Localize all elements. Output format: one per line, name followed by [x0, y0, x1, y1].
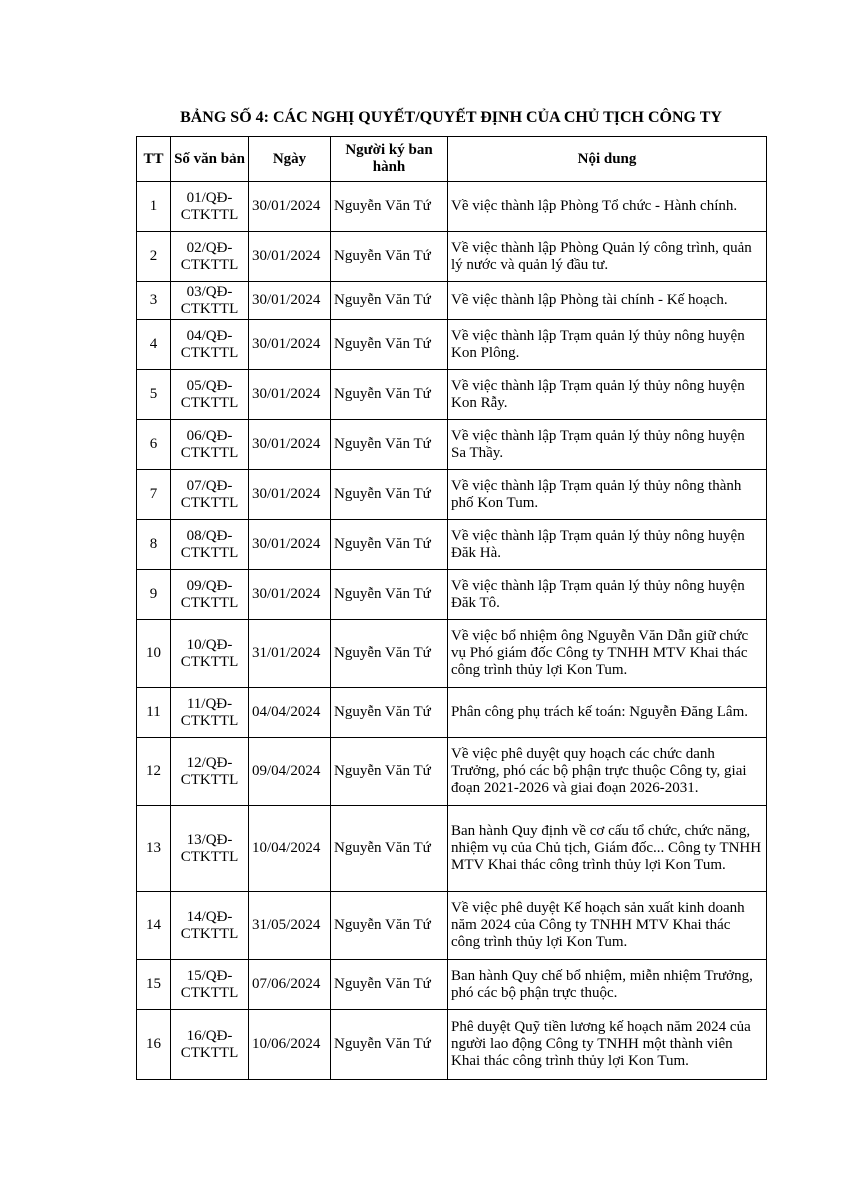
table-row [137, 232, 767, 282]
cell-ngay: 30/01/2024 [249, 232, 331, 282]
cell-tt: 14 [137, 892, 171, 960]
cell-ngay: 31/05/2024 [249, 892, 331, 960]
cell-ngay: 30/01/2024 [249, 320, 331, 370]
table-row [137, 420, 767, 470]
cell-ngay: 31/01/2024 [249, 620, 331, 688]
cell-noi-dung: Ban hành Quy chế bổ nhiệm, miễn nhiệm Trưởng, phó các bộ phận trực thuộc. [448, 960, 767, 1010]
table-row [137, 370, 767, 420]
cell-nguoi-ky: Nguyễn Văn Tứ [331, 960, 448, 1010]
table-row [137, 806, 767, 892]
cell-noi-dung: Về việc thành lập Phòng Quản lý công trình, quản lý nước và quản lý đầu tư. [448, 232, 767, 282]
cell-ngay: 09/04/2024 [249, 738, 331, 806]
cell-so-van-ban: 09/QĐ-CTKTTL [171, 570, 249, 620]
cell-tt: 3 [137, 282, 171, 320]
cell-so-van-ban: 06/QĐ-CTKTTL [171, 420, 249, 470]
cell-tt: 12 [137, 738, 171, 806]
header-so-van-ban: Số văn bản [171, 137, 249, 182]
cell-tt: 5 [137, 370, 171, 420]
table-row [137, 282, 767, 320]
table-row [137, 570, 767, 620]
table-row [137, 892, 767, 960]
cell-noi-dung: Phân công phụ trách kế toán: Nguyễn Đăng Lâm. [448, 688, 767, 738]
table-row [137, 470, 767, 520]
cell-ngay: 30/01/2024 [249, 470, 331, 520]
cell-tt: 8 [137, 520, 171, 570]
cell-ngay: 30/01/2024 [249, 370, 331, 420]
cell-nguoi-ky: Nguyễn Văn Tứ [331, 520, 448, 570]
table-row [137, 520, 767, 570]
cell-tt: 6 [137, 420, 171, 470]
cell-noi-dung: Về việc thành lập Phòng tài chính - Kế hoạch. [448, 282, 767, 320]
cell-nguoi-ky: Nguyễn Văn Tứ [331, 806, 448, 892]
cell-noi-dung: Về việc thành lập Phòng Tổ chức - Hành chính. [448, 182, 767, 232]
cell-noi-dung: Về việc bổ nhiệm ông Nguyễn Văn Dẫn giữ chức vụ Phó giám đốc Công ty TNHH MTV Khai thác công trình thủy lợi Kon Tum. [448, 620, 767, 688]
cell-noi-dung: Về việc thành lập Trạm quản lý thủy nông huyện Sa Thầy. [448, 420, 767, 470]
cell-noi-dung: Phê duyệt Quỹ tiền lương kế hoạch năm 2024 của người lao động Công ty TNHH một thành viên Khai thác công trình thủy lợi Kon Tum. [448, 1010, 767, 1080]
cell-nguoi-ky: Nguyễn Văn Tứ [331, 620, 448, 688]
cell-noi-dung: Về việc thành lập Trạm quản lý thủy nông huyện Kon Rẫy. [448, 370, 767, 420]
cell-tt: 2 [137, 232, 171, 282]
cell-noi-dung: Về việc thành lập Trạm quản lý thủy nông huyện Đăk Tô. [448, 570, 767, 620]
cell-nguoi-ky: Nguyễn Văn Tứ [331, 1010, 448, 1080]
cell-ngay: 30/01/2024 [249, 570, 331, 620]
cell-noi-dung: Về việc phê duyệt quy hoạch các chức danh Trưởng, phó các bộ phận trực thuộc Công ty, giai đoạn 2021-2026 và giai đoạn 2026-2031. [448, 738, 767, 806]
cell-nguoi-ky: Nguyễn Văn Tứ [331, 232, 448, 282]
header-tt: TT [137, 137, 171, 182]
cell-noi-dung: Ban hành Quy định về cơ cấu tổ chức, chức năng, nhiệm vụ của Chủ tịch, Giám đốc... Công ty TNHH MTV Khai thác công trình thủy lợi Kon Tum. [448, 806, 767, 892]
cell-so-van-ban: 01/QĐ-CTKTTL [171, 182, 249, 232]
table-row [137, 1010, 767, 1080]
cell-so-van-ban: 08/QĐ-CTKTTL [171, 520, 249, 570]
cell-nguoi-ky: Nguyễn Văn Tứ [331, 282, 448, 320]
table-row [137, 620, 767, 688]
cell-nguoi-ky: Nguyễn Văn Tứ [331, 420, 448, 470]
cell-tt: 1 [137, 182, 171, 232]
cell-noi-dung: Về việc thành lập Trạm quản lý thủy nông huyện Đăk Hà. [448, 520, 767, 570]
cell-ngay: 30/01/2024 [249, 282, 331, 320]
cell-so-van-ban: 02/QĐ-CTKTTL [171, 232, 249, 282]
cell-nguoi-ky: Nguyễn Văn Tứ [331, 370, 448, 420]
cell-so-van-ban: 12/QĐ-CTKTTL [171, 738, 249, 806]
cell-ngay: 07/06/2024 [249, 960, 331, 1010]
table-row [137, 960, 767, 1010]
cell-so-van-ban: 11/QĐ-CTKTTL [171, 688, 249, 738]
cell-nguoi-ky: Nguyễn Văn Tứ [331, 570, 448, 620]
header-ngay: Ngày [249, 137, 331, 182]
table-header-row [137, 137, 767, 182]
cell-so-van-ban: 05/QĐ-CTKTTL [171, 370, 249, 420]
cell-nguoi-ky: Nguyễn Văn Tứ [331, 738, 448, 806]
table-row [137, 320, 767, 370]
cell-tt: 16 [137, 1010, 171, 1080]
cell-nguoi-ky: Nguyễn Văn Tứ [331, 320, 448, 370]
cell-tt: 15 [137, 960, 171, 1010]
cell-so-van-ban: 14/QĐ-CTKTTL [171, 892, 249, 960]
cell-ngay: 30/01/2024 [249, 182, 331, 232]
cell-so-van-ban: 07/QĐ-CTKTTL [171, 470, 249, 520]
cell-tt: 4 [137, 320, 171, 370]
cell-noi-dung: Về việc phê duyệt Kế hoạch sản xuất kinh doanh năm 2024 của Công ty TNHH MTV Khai thác công trình thủy lợi Kon Tum. [448, 892, 767, 960]
cell-tt: 7 [137, 470, 171, 520]
cell-tt: 11 [137, 688, 171, 738]
page-title: BẢNG SỐ 4: CÁC NGHỊ QUYẾT/QUYẾT ĐỊNH CỦA CHỦ TỊCH CÔNG TY [180, 109, 722, 126]
cell-so-van-ban: 04/QĐ-CTKTTL [171, 320, 249, 370]
cell-nguoi-ky: Nguyễn Văn Tứ [331, 892, 448, 960]
cell-nguoi-ky: Nguyễn Văn Tứ [331, 182, 448, 232]
cell-so-van-ban: 16/QĐ-CTKTTL [171, 1010, 249, 1080]
table-row [137, 182, 767, 232]
cell-nguoi-ky: Nguyễn Văn Tứ [331, 470, 448, 520]
cell-so-van-ban: 15/QĐ-CTKTTL [171, 960, 249, 1010]
decisions-table [136, 136, 767, 1080]
cell-tt: 13 [137, 806, 171, 892]
cell-ngay: 30/01/2024 [249, 420, 331, 470]
cell-tt: 10 [137, 620, 171, 688]
cell-ngay: 30/01/2024 [249, 520, 331, 570]
cell-so-van-ban: 13/QĐ-CTKTTL [171, 806, 249, 892]
header-noi-dung: Nội dung [448, 137, 767, 182]
cell-so-van-ban: 10/QĐ-CTKTTL [171, 620, 249, 688]
cell-ngay: 10/06/2024 [249, 1010, 331, 1080]
cell-tt: 9 [137, 570, 171, 620]
table-row [137, 738, 767, 806]
header-nguoi-ky: Người ký ban hành [331, 137, 448, 182]
cell-nguoi-ky: Nguyễn Văn Tứ [331, 688, 448, 738]
cell-ngay: 10/04/2024 [249, 806, 331, 892]
cell-noi-dung: Về việc thành lập Trạm quản lý thủy nông huyện Kon Plông. [448, 320, 767, 370]
cell-ngay: 04/04/2024 [249, 688, 331, 738]
cell-so-van-ban: 03/QĐ-CTKTTL [171, 282, 249, 320]
table-row [137, 688, 767, 738]
cell-noi-dung: Về việc thành lập Trạm quản lý thủy nông thành phố Kon Tum. [448, 470, 767, 520]
